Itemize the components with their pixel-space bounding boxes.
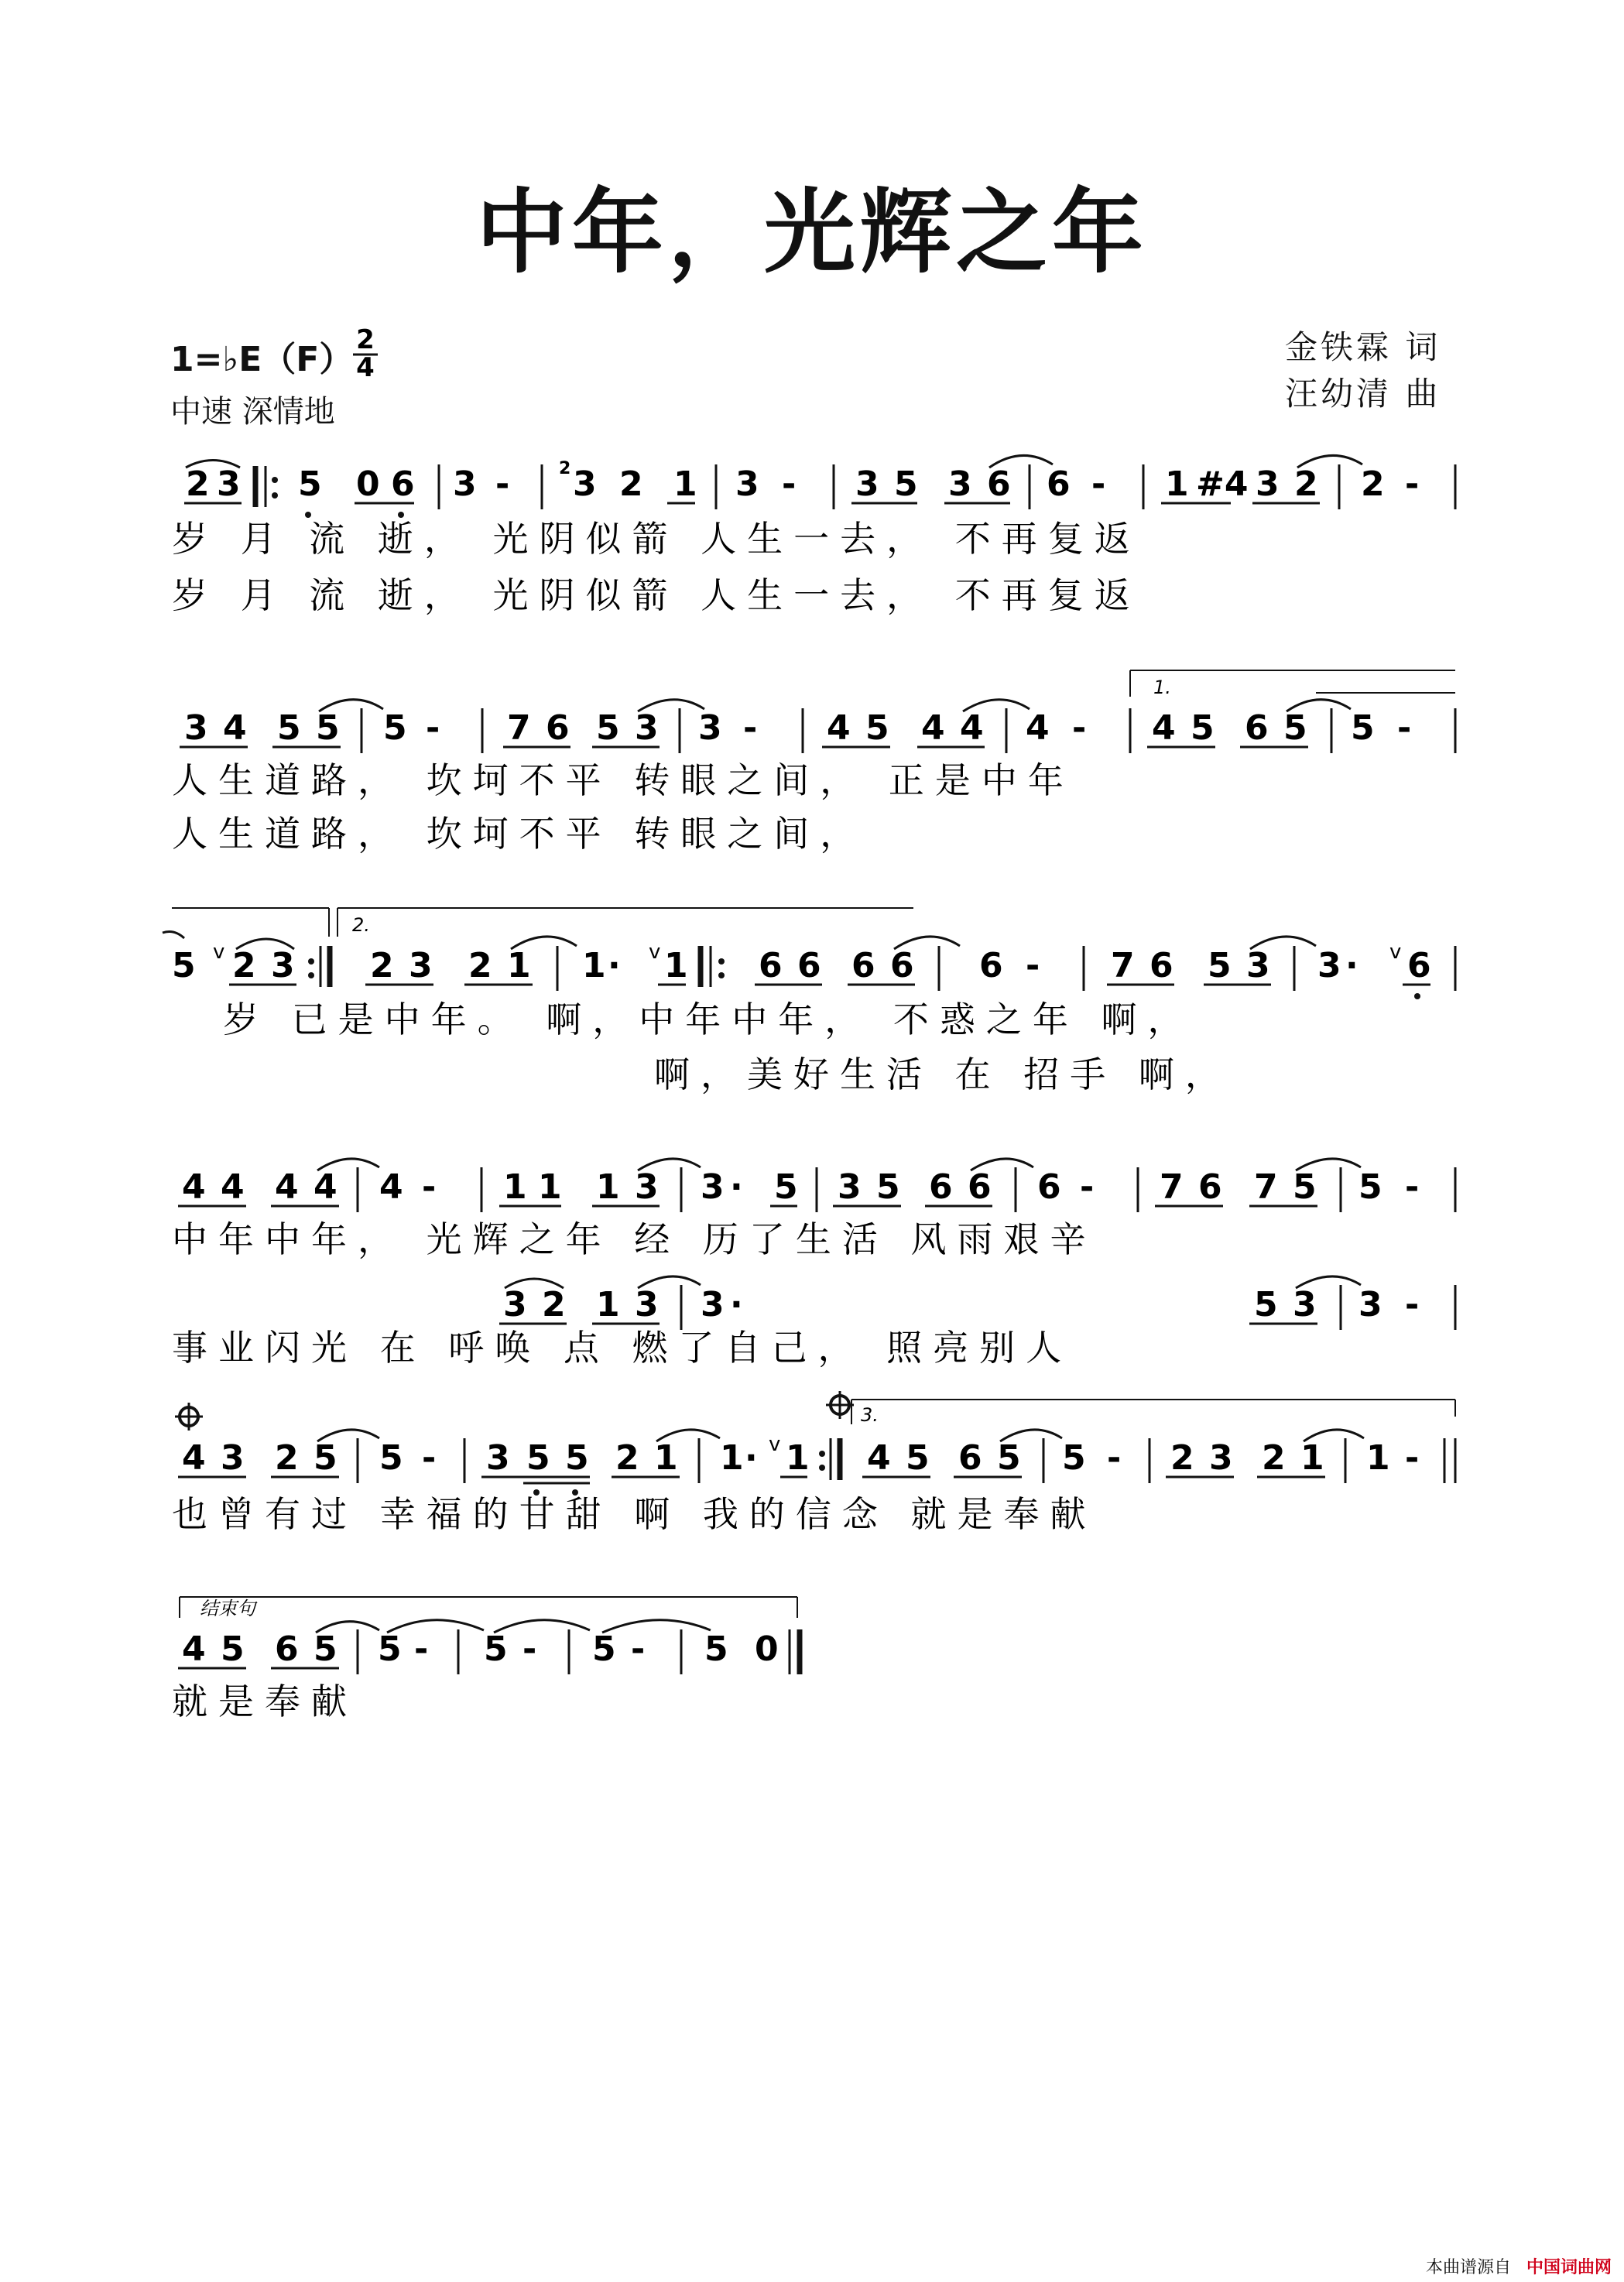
note-digit: 1 (1366, 1438, 1390, 1478)
note-digit: 4 (867, 1438, 891, 1478)
note-digit: 3 (217, 464, 241, 504)
notation-mark (819, 1465, 825, 1471)
notation-mark (819, 1451, 825, 1457)
note-digit: - (426, 708, 440, 748)
note-digit: 5 (592, 1629, 616, 1669)
note-digit: 1 (654, 1438, 678, 1478)
note-digit: 2 (559, 459, 571, 478)
lyrics (172, 518, 1232, 1722)
volta-3-label: 3. (861, 1404, 879, 1426)
note-digit: 5 (865, 708, 889, 748)
note-digit: · (730, 1167, 743, 1207)
note-digit: 1 (673, 464, 697, 504)
note-digit: - (1091, 464, 1106, 504)
note-digit: #4 (1196, 464, 1249, 504)
notation-mark (718, 972, 725, 978)
note-digit: · (745, 1438, 758, 1478)
note-digit: 3 (184, 708, 208, 748)
note-digit: - (1107, 1438, 1122, 1478)
note-digit: 4 (182, 1629, 206, 1669)
note-digit: 5 (704, 1629, 728, 1669)
note-digit: 3 (635, 708, 659, 748)
note-digit: v (769, 1433, 781, 1456)
note-digit: - (1405, 1438, 1420, 1478)
notation-mark (398, 512, 404, 518)
note-digit: 2 (615, 1438, 639, 1478)
note-digit: 7 (507, 708, 531, 748)
note-digit: 5 (378, 1629, 402, 1669)
note-digit: 1 (538, 1167, 562, 1207)
note-digit: 1 (1165, 464, 1189, 504)
note-digit: 5 (1254, 1285, 1278, 1324)
notation-mark (387, 1620, 484, 1633)
note-digit: 6 (1047, 464, 1071, 504)
score-row-2 (180, 670, 1455, 753)
note-digit: 2 (468, 946, 492, 985)
note-digit: 3 (735, 464, 759, 504)
note-digit: 1 (507, 946, 531, 985)
note-digit: 1 (664, 946, 688, 985)
note-digit: 5 (1351, 708, 1375, 748)
note-digit: 5 (221, 1629, 245, 1669)
composer-credit: 汪幼清 曲 (1285, 375, 1441, 413)
note-digit: 4 (827, 708, 851, 748)
note-digit: - (422, 1438, 437, 1478)
score-row-5 (499, 1276, 1455, 1330)
volta-2-label: 2. (352, 914, 370, 936)
note-digit: v (213, 941, 225, 964)
note-digit: 5 (484, 1629, 508, 1669)
note-digit: 3 (221, 1438, 245, 1478)
note-digit: 3 (635, 1167, 659, 1207)
lyric-line: 人生道路， 坎坷不平 转眼之间， 正是中年 (172, 759, 1074, 801)
note-digit: 3 (503, 1285, 527, 1324)
note-digit: 5 (172, 946, 196, 985)
note-digit: 4 (1152, 708, 1176, 748)
note-digit: 6 (958, 1438, 982, 1478)
note-digit: 3 (453, 464, 477, 504)
lyric-line: 就是奉献 (172, 1681, 358, 1722)
note-digit: 4 (921, 708, 945, 748)
lyricist-credit: 金铁霖 词 (1285, 328, 1441, 366)
note-digit: 6 (987, 464, 1011, 504)
note-digit: 7 (1160, 1167, 1184, 1207)
note-digit: 4 (182, 1438, 206, 1478)
note-digit: 4 (275, 1167, 299, 1207)
note-digit: 4 (182, 1167, 206, 1207)
note-digit: - (422, 1167, 437, 1207)
note-digit: 2 (1294, 464, 1318, 504)
note-digit: v (1389, 941, 1402, 964)
note-digit: v (649, 941, 661, 964)
note-digit: 6 (979, 946, 1003, 985)
lyric-line: 中年中年， 光辉之年 经 历了生活 风雨艰辛 (172, 1218, 1097, 1260)
note-digit: - (743, 708, 758, 748)
note-digit: 3 (855, 464, 879, 504)
note-digit: - (522, 1629, 537, 1669)
notation-mark (308, 958, 314, 965)
note-digit: 4 (221, 1167, 245, 1207)
lyric-line: 事业闪光 在 呼唤 点 燃了自己， 照亮别人 (172, 1327, 1073, 1369)
note-digit: 2 (186, 464, 210, 504)
note-digit: 7 (1254, 1167, 1278, 1207)
note-digit: - (1080, 1167, 1095, 1207)
score-row-1 (184, 455, 1455, 518)
note-digit: - (782, 464, 797, 504)
lyric-line: 也曾有过 幸福的甘甜 啊 我的信念 就是奉献 (172, 1493, 1097, 1535)
note-digit: 5 (313, 1629, 337, 1669)
note-digit: · (1345, 946, 1358, 985)
note-digit: 5 (1293, 1167, 1317, 1207)
notation-mark (602, 1620, 711, 1633)
notation-mark (1414, 993, 1420, 999)
note-digit: 5 (383, 708, 407, 748)
note-digit: · (608, 946, 621, 985)
lyric-line: 啊，美好生活 在 招手 啊， (654, 1054, 1232, 1095)
note-digit: 3 (1317, 946, 1341, 985)
notation-mark (718, 958, 725, 965)
note-digit: 2 (232, 946, 256, 985)
note-digit: 3 (838, 1167, 862, 1207)
note-digit: 3 (1256, 464, 1280, 504)
lyric-line: 人生道路， 坎坷不平 转眼之间， (172, 813, 867, 855)
note-digit: 6 (391, 464, 415, 504)
note-digit: 3 (1246, 946, 1270, 985)
note-digit: 2 (275, 1438, 299, 1478)
note-digit: 5 (379, 1438, 403, 1478)
note-digit: 5 (316, 708, 340, 748)
note-digit: 4 (960, 708, 984, 748)
note-digit: · (730, 1285, 743, 1324)
note-digit: 1 (596, 1167, 620, 1207)
note-digit: 1 (596, 1285, 620, 1324)
note-digit: - (1405, 1167, 1420, 1207)
note-digit: 6 (1245, 708, 1269, 748)
note-digit: 1 (786, 1438, 810, 1478)
note-digit: 3 (573, 464, 597, 504)
note-digit: 1 (1300, 1438, 1324, 1478)
note-digit: 0 (755, 1629, 779, 1669)
note-digit: 6 (890, 946, 914, 985)
lyric-line: 岁 已是中年。 啊，中年中年， 不惑之年 啊， (223, 999, 1194, 1040)
note-digit: 7 (1111, 946, 1135, 985)
note-digit: 3 (635, 1285, 659, 1324)
notation-mark (308, 972, 314, 978)
note-digit: 6 (546, 708, 570, 748)
note-digit: 6 (1407, 946, 1431, 985)
coda-sign-1 (175, 1403, 203, 1431)
note-digit: - (1405, 464, 1420, 504)
notation-mark (272, 477, 278, 483)
note-digit: 4 (313, 1167, 337, 1207)
note-digit: 5 (1283, 708, 1307, 748)
note-digit: 4 (1026, 708, 1050, 748)
note-digit: 2 (1361, 464, 1385, 504)
note-digit: 3 (486, 1438, 510, 1478)
note-digit: - (1026, 946, 1040, 985)
note-digit: 5 (298, 464, 322, 504)
note-digit: 4 (223, 708, 247, 748)
note-digit: 6 (759, 946, 783, 985)
note-digit: - (1397, 708, 1412, 748)
note-digit: 6 (968, 1167, 992, 1207)
note-digit: 3 (271, 946, 295, 985)
note-digit: 5 (1191, 708, 1215, 748)
note-digit: 4 (379, 1167, 403, 1207)
note-digit: 5 (997, 1438, 1021, 1478)
song-title: 中年，光辉之年 (475, 179, 1148, 286)
note-digit: 6 (275, 1629, 299, 1669)
note-digit: 6 (1149, 946, 1173, 985)
coda-sign-2 (826, 1391, 854, 1419)
score-row-6 (175, 1391, 1455, 1496)
note-digit: 1 (503, 1167, 527, 1207)
notation-mark (272, 492, 278, 499)
note-digit: 2 (542, 1285, 566, 1324)
note-digit: 3 (948, 464, 972, 504)
note-digit: 5 (894, 464, 918, 504)
note-digit: 6 (851, 946, 875, 985)
ending-label: 结束句 (200, 1598, 255, 1619)
notation-mark (163, 932, 184, 938)
note-digit: 2 (1170, 1438, 1194, 1478)
note-digit: 5 (876, 1167, 900, 1207)
note-digit: 2 (1262, 1438, 1286, 1478)
note-digit: - (495, 464, 510, 504)
footer-site-link[interactable]: 中国词曲网 (1526, 2258, 1612, 2277)
note-digit: 6 (1198, 1167, 1222, 1207)
note-digit: 5 (565, 1438, 589, 1478)
note-digit: 5 (1358, 1167, 1382, 1207)
footer-source: 本曲谱源自 (1426, 2258, 1512, 2277)
time-sig-top: 2 (356, 325, 375, 355)
lyric-line: 岁 月 流 逝， 光阴似箭 人生一去， 不再复返 (172, 574, 1141, 616)
note-digit: - (631, 1629, 646, 1669)
note-digit: 1 (582, 946, 606, 985)
note-digit: 5 (774, 1167, 798, 1207)
volta-1-label: 1. (1153, 677, 1171, 698)
score-row-7 (178, 1597, 800, 1674)
score-row-3 (163, 908, 1455, 999)
note-digit: 1 (720, 1438, 744, 1478)
note-digit: - (1072, 708, 1087, 748)
note-digit: 6 (797, 946, 821, 985)
note-digit: 5 (596, 708, 620, 748)
note-digit: 3 (701, 1285, 725, 1324)
time-sig-bottom: 4 (356, 352, 375, 379)
note-digit: 5 (1062, 1438, 1086, 1478)
tempo-marking: 中速 深情地 (170, 394, 335, 430)
note-digit: - (414, 1629, 429, 1669)
note-digit: 6 (929, 1167, 953, 1207)
notation-mark (494, 1620, 590, 1633)
key-signature: 1=♭E（F） (170, 340, 354, 379)
note-digit: 3 (698, 708, 722, 748)
note-digit: 0 (356, 464, 380, 504)
note-digit: 5 (1208, 946, 1232, 985)
note-digit: 6 (1037, 1167, 1061, 1207)
note-digit: 5 (906, 1438, 930, 1478)
note-digit: 5 (277, 708, 301, 748)
note-digit: 3 (1293, 1285, 1317, 1324)
note-digit: 3 (409, 946, 433, 985)
notation-mark (305, 512, 311, 518)
note-digit: 5 (526, 1438, 550, 1478)
lyric-line: 岁 月 流 逝， 光阴似箭 人生一去， 不再复返 (172, 518, 1141, 560)
note-digit: - (1405, 1285, 1420, 1324)
note-digit: 3 (1209, 1438, 1233, 1478)
note-digit: 2 (619, 464, 643, 504)
note-digit: 3 (1358, 1285, 1382, 1324)
note-digit: 5 (313, 1438, 337, 1478)
note-digit: 2 (370, 946, 394, 985)
note-digit: 3 (701, 1167, 725, 1207)
score-row-4 (178, 1159, 1455, 1212)
